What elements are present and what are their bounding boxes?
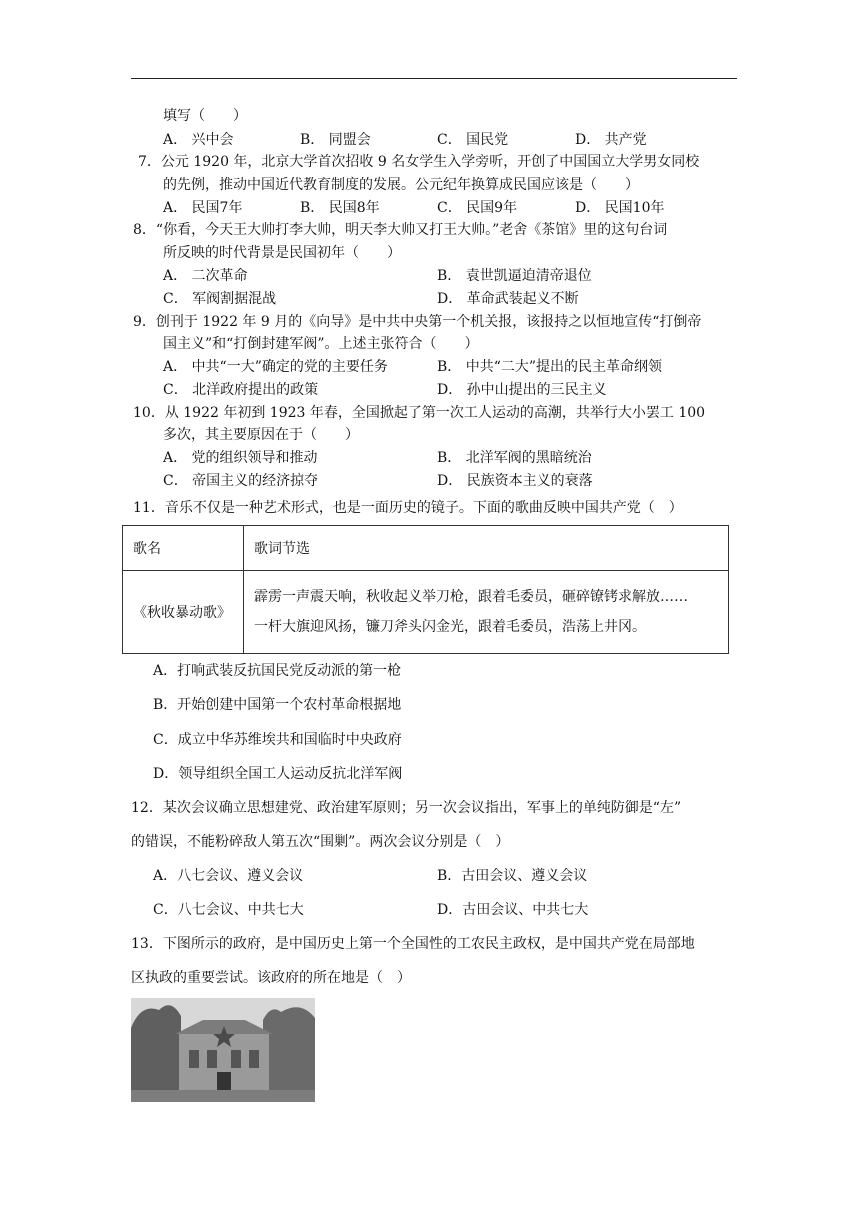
q8-option-b[interactable]: B． 袁世凯逼迫清帝退位 <box>437 268 592 284</box>
lyric-line-2: 一杆大旗迎风扬，镰刀斧头闪金光，跟着毛委员，浩荡上井冈。 <box>254 619 646 635</box>
q8-option-d[interactable]: D． 革命武装起义不断 <box>437 291 579 307</box>
q6-option-d[interactable]: D． 共产党 <box>575 132 647 148</box>
q7-line-1: 7．公元 1920 年，北京大学首次招收 9 名女学生入学旁听，开创了中国国立大学男女同校 <box>138 154 700 170</box>
q7-option-d[interactable]: D． 民国10年 <box>575 200 665 216</box>
q11-question: 11．音乐不仅是一种艺术形式，也是一面历史的镜子。下面的歌曲反映中国共产党（ ） <box>133 500 683 516</box>
song-table-header-row <box>123 526 729 571</box>
q9-option-b[interactable]: B． 中共“二大”提出的民主革命纲领 <box>437 359 663 375</box>
q7-option-c[interactable]: C． 民国9年 <box>437 200 518 216</box>
q9-line-2: 国主义”和“打倒封建军阀”。上述主张符合（ ） <box>163 336 479 352</box>
song-title-cell: 《秋收暴动歌》 <box>123 571 244 654</box>
building-illustration <box>131 998 315 1102</box>
q12-line-1: 12．某次会议确立思想建党、政治建军原则；另一次会议指出，军事上的单纯防御是“左” <box>131 800 682 816</box>
q6-option-b[interactable]: B． 同盟会 <box>300 132 371 148</box>
q9-line-1: 9．创刊于 1922 年 9 月的《向导》是中共中央第一个机关报，该报持之以恒地宣传“打倒帝 <box>133 314 702 330</box>
q13-line-1: 13．下图所示的政府，是中国历史上第一个全国性的工农民主政权，是中国共产党在局部地 <box>131 936 695 952</box>
q7-option-b[interactable]: B． 民国8年 <box>300 200 380 216</box>
q8-option-a[interactable]: A． 二次革命 <box>163 268 248 284</box>
song-table <box>122 525 729 654</box>
song-table-row <box>123 571 729 654</box>
q10-line-2: 多次，其主要原因在于（ ） <box>163 427 359 443</box>
q8-option-c[interactable]: C． 军阀割据混战 <box>163 291 277 307</box>
q11-option-d[interactable]: D．领导组织全国工人运动反抗北洋军阀 <box>153 766 403 782</box>
q9-option-c[interactable]: C． 北洋政府提出的政策 <box>163 382 319 398</box>
q12-option-c[interactable]: C．八七会议、中共七大 <box>153 902 304 918</box>
song-table-header-name: 歌名 <box>123 526 244 571</box>
q10-option-d[interactable]: D． 民族资本主义的衰落 <box>437 473 593 489</box>
q9-option-a[interactable]: A． 中共“一大”确定的党的主要任务 <box>163 359 388 375</box>
q12-line-2: 的错误，不能粉碎敌人第五次“围剿”。两次会议分别是（ ） <box>131 834 510 850</box>
song-lyrics-cell <box>244 571 729 654</box>
q11-option-b[interactable]: B．开始创建中国第一个农村革命根据地 <box>153 697 402 713</box>
q10-option-c[interactable]: C． 帝国主义的经济掠夺 <box>163 473 319 489</box>
q10-line-1: 10．从 1922 年初到 1923 年春，全国掀起了第一次工人运动的高潮，共举行大小罢工 100 <box>133 405 706 421</box>
q12-option-d[interactable]: D．古田会议、中共七大 <box>437 902 589 918</box>
lyric-line-1: 霹雳一声震天响，秋收起义举刀枪，跟着毛委员，砸碎镣铐求解放…… <box>254 589 688 605</box>
q8-line-2: 所反映的时代背景是民国初年（ ） <box>163 245 401 261</box>
q12-option-b[interactable]: B．古田会议、遵义会议 <box>437 868 588 884</box>
q13-line-2: 区执政的重要尝试。该政府的所在地是（ ） <box>131 970 411 986</box>
q6-option-a[interactable]: A． 兴中会 <box>163 132 234 148</box>
q11-option-c[interactable]: C．成立中华苏维埃共和国临时中央政府 <box>153 732 402 748</box>
q7-option-a[interactable]: A． 民国7年 <box>163 200 243 216</box>
q8-line-1: 8．“你看，今天王大帅打李大帅，明天李大帅又打王大帅。”老舍《茶馆》里的这句台词 <box>133 222 668 238</box>
q6-tail-text: 填写（ ） <box>163 108 247 124</box>
q9-option-d[interactable]: D． 孙中山提出的三民主义 <box>437 382 607 398</box>
q6-option-c[interactable]: C． 国民党 <box>437 132 509 148</box>
header-rule <box>131 78 737 79</box>
q12-option-a[interactable]: A．八七会议、遵义会议 <box>153 868 304 884</box>
q11-option-a[interactable]: A．打响武装反抗国民党反动派的第一枪 <box>153 663 402 679</box>
government-building-photo <box>131 998 315 1102</box>
q10-option-b[interactable]: B． 北洋军阀的黑暗统治 <box>437 450 592 466</box>
q10-option-a[interactable]: A． 党的组织领导和推动 <box>163 450 318 466</box>
q7-line-2: 的先例，推动中国近代教育制度的发展。公元纪年换算成民国应该是（ ） <box>163 177 639 193</box>
song-table-header-lyrics: 歌词节选 <box>244 526 729 571</box>
